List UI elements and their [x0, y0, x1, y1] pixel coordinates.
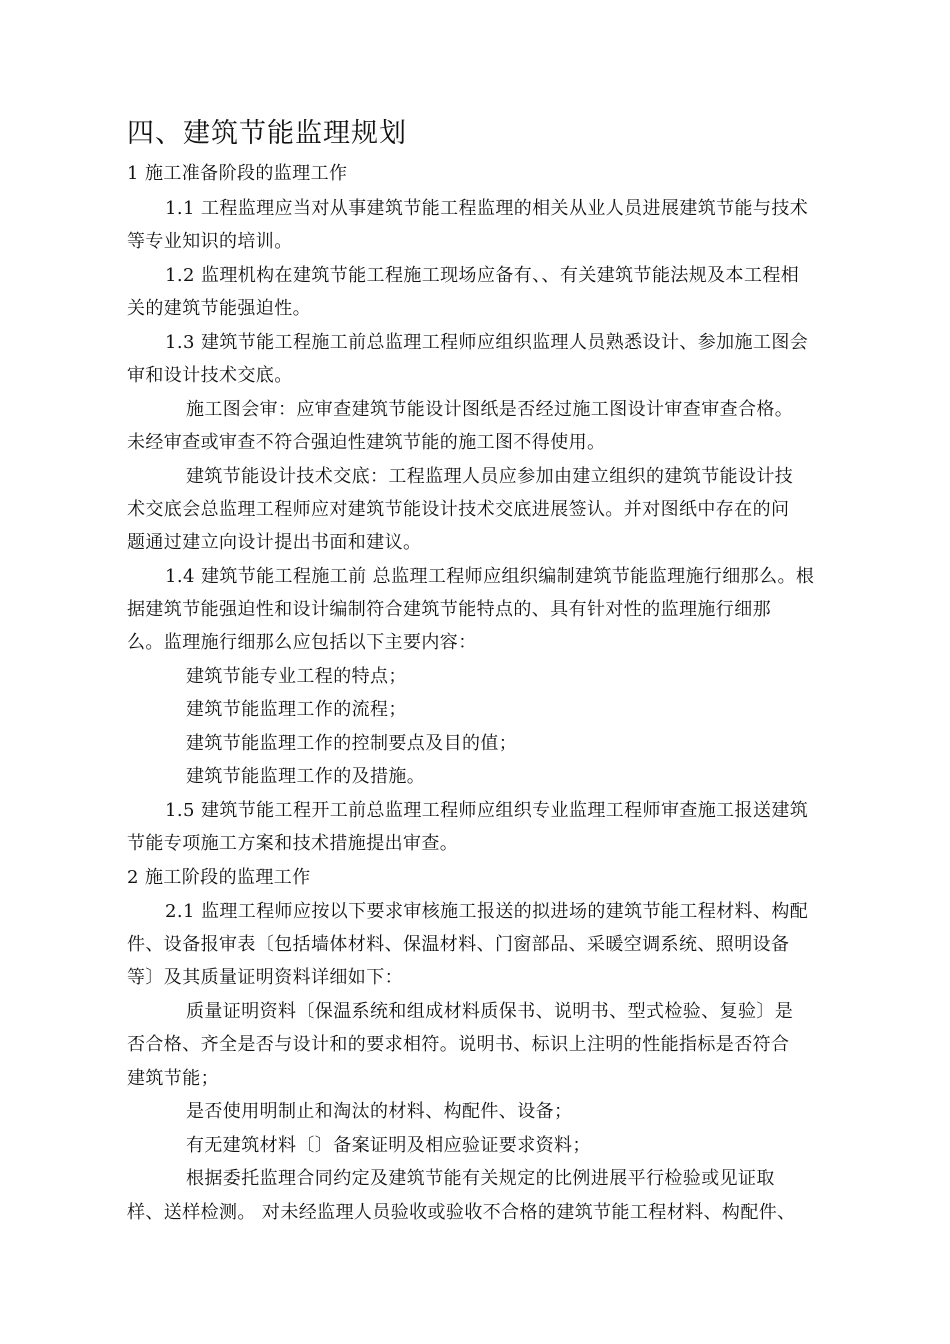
- paragraph-line: 术交底会总监理工程师应对建筑节能设计技术交底进展签认。并对图纸中存在的问: [127, 499, 790, 520]
- subsection-heading: 2 施工阶段的监理工作: [127, 867, 311, 888]
- paragraph-line: 1.2 监理机构在建筑节能工程施工现场应备有、、有关建筑节能法规及本工程相: [165, 265, 800, 286]
- paragraph-line: 等〕及其质量证明资料详细如下：: [127, 967, 403, 988]
- paragraph-line: 1.4 建筑节能工程施工前 总监理工程师应组织编制建筑节能监理施行细那么。根: [165, 566, 815, 587]
- list-item: 建筑节能监理工作的控制要点及目的值；: [186, 733, 518, 754]
- paragraph-line: 否合格、齐全是否与设计和的要求相符。说明书、标识上注明的性能指标是否符合: [127, 1034, 790, 1055]
- paragraph-line: 样、送样检测。 对未经监理人员验收或验收不合格的建筑节能工程材料、构配件、: [127, 1202, 796, 1223]
- paragraph-line: 关的建筑节能强迫性。: [127, 298, 311, 319]
- list-item: 建筑节能专业工程的特点；: [186, 666, 407, 687]
- paragraph-line: 2.1 监理工程师应按以下要求审核施工报送的拟进场的建筑节能工程材料、构配: [165, 901, 809, 922]
- paragraph-line: 施工图会审：应审查建筑节能设计图纸是否经过施工图设计审查审查合格。: [186, 399, 794, 420]
- paragraph-line: 等专业知识的培训。: [127, 231, 293, 252]
- paragraph-line: 质量证明资料〔保温系统和组成材料质保书、说明书、型式检验、复验〕是: [186, 1001, 794, 1022]
- subsection-heading: 1 施工准备阶段的监理工作: [127, 163, 348, 184]
- paragraph-line: 根据委托监理合同约定及建筑节能有关规定的比例进展平行检验或见证取: [186, 1168, 775, 1189]
- paragraph-line: 据建筑节能强迫性和设计编制符合建筑节能特点的、具有针对性的监理施行细那: [127, 599, 771, 620]
- paragraph-line: 题通过建立向设计提出书面和建议。: [127, 532, 422, 553]
- paragraph-line: 未经审查或审查不符合强迫性建筑节能的施工图不得使用。: [127, 432, 606, 453]
- paragraph-line: 1.1 工程监理应当对从事建筑节能工程监理的相关从业人员进展建筑节能与技术: [165, 198, 809, 219]
- list-item: 建筑节能监理工作的流程；: [186, 699, 407, 720]
- list-item: 有无建筑材料〔〕备案证明及相应验证要求资料；: [186, 1135, 591, 1156]
- paragraph-line: 建筑节能；: [127, 1068, 219, 1089]
- paragraph-line: 1.5 建筑节能工程开工前总监理工程师应组织专业监理工程师审查施工报送建筑: [165, 800, 809, 821]
- paragraph-line: 么。监理施行细那么应包括以下主要内容：: [127, 632, 477, 653]
- paragraph-line: 件、设备报审表〔包括墙体材料、保温材料、门窗部品、采暖空调系统、照明设备: [127, 934, 790, 955]
- section-heading: 四、建筑节能监理规划: [127, 118, 407, 149]
- paragraph-line: 1.3 建筑节能工程施工前总监理工程师应组织监理人员熟悉设计、参加施工图会: [165, 332, 809, 353]
- paragraph-line: 建筑节能设计技术交底：工程监理人员应参加由建立组织的建筑节能设计技: [186, 466, 794, 487]
- paragraph-line: 节能专项施工方案和技术措施提出审查。: [127, 833, 459, 854]
- paragraph-line: 审和设计技术交底。: [127, 365, 293, 386]
- list-item: 是否使用明制止和淘汰的材料、构配件、设备；: [186, 1101, 573, 1122]
- list-item: 建筑节能监理工作的及措施。: [186, 766, 426, 787]
